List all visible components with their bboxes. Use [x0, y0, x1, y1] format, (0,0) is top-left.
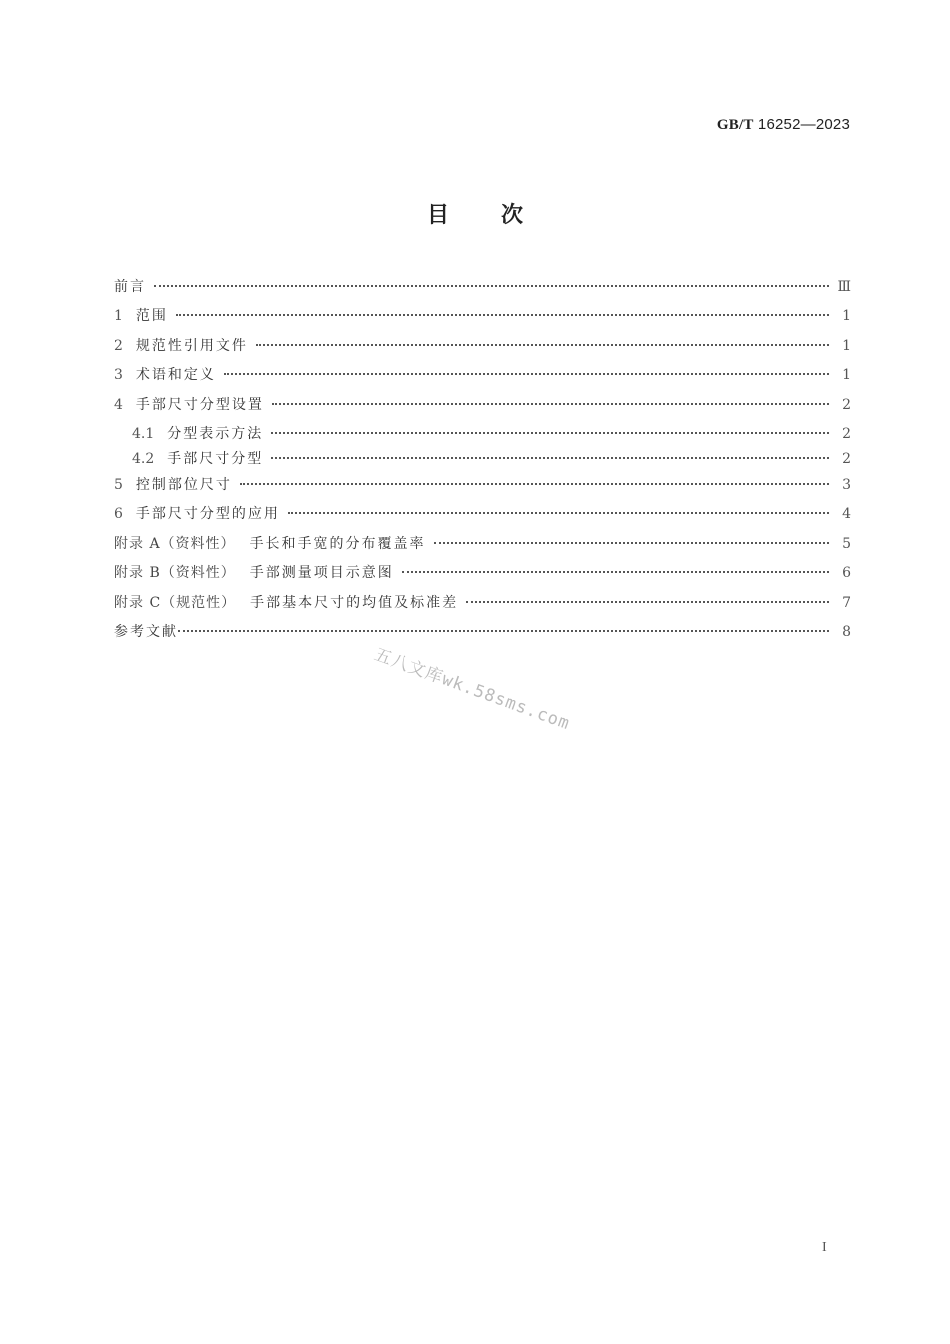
toc-page: 7	[842, 594, 851, 611]
dot-leader	[434, 542, 829, 544]
toc-page: 2	[842, 451, 851, 468]
toc-label: 手部尺寸分型设置	[135, 396, 264, 413]
toc-page: Ⅲ	[837, 279, 851, 295]
toc-page: 5	[842, 535, 851, 552]
dot-leader	[154, 285, 829, 287]
page-number: I	[822, 1240, 827, 1255]
toc-number: 5	[114, 476, 123, 493]
page-title: 目次	[426, 203, 575, 228]
toc-entry-4[interactable]	[114, 394, 851, 423]
dot-leader	[178, 630, 829, 632]
toc-appendix-tag: 附录 B（资料性）	[114, 565, 236, 582]
toc-entry-2[interactable]	[114, 335, 851, 364]
toc-page: 6	[842, 565, 851, 582]
toc-number: 1	[114, 308, 123, 325]
toc-label: 手部尺寸分型的应用	[135, 506, 280, 523]
toc-entry-5[interactable]	[114, 474, 851, 503]
standard-prefix: GB/T	[716, 117, 754, 133]
toc-label: 参考文献	[114, 623, 178, 640]
watermark: 五八文库wk.58sms.com	[371, 644, 573, 735]
toc-page: 2	[842, 396, 851, 413]
toc-number: 2	[114, 337, 123, 354]
toc-entry-appendix-c[interactable]	[114, 592, 851, 621]
toc-page: 4	[842, 506, 851, 523]
dot-leader	[271, 432, 829, 434]
toc-entry-4-2[interactable]	[114, 448, 851, 474]
table-of-contents	[114, 276, 851, 650]
toc-number: 4.1	[132, 425, 155, 442]
toc-entry-appendix-a[interactable]	[114, 533, 851, 562]
toc-label: 手部测量项目示意图	[249, 565, 394, 582]
toc-label: 手部基本尺寸的均值及标准差	[250, 594, 459, 611]
dot-leader	[256, 344, 829, 346]
toc-label: 规范性引用文件	[135, 337, 248, 354]
toc-entry-foreword[interactable]	[114, 276, 851, 305]
toc-page: 8	[842, 623, 851, 640]
dot-leader	[176, 314, 829, 316]
toc-appendix-tag: 附录 A（资料性）	[114, 535, 236, 552]
dot-leader	[466, 601, 829, 603]
dot-leader	[224, 373, 829, 375]
toc-label: 分型表示方法	[167, 425, 264, 442]
toc-number: 4.2	[132, 451, 155, 468]
toc-entry-references[interactable]	[114, 621, 851, 650]
toc-label: 手部尺寸分型	[167, 451, 264, 468]
toc-page: 1	[842, 308, 851, 325]
dot-leader	[272, 403, 829, 405]
toc-number: 4	[114, 396, 123, 413]
toc-label: 范围	[135, 308, 168, 325]
toc-label: 控制部位尺寸	[135, 476, 232, 493]
dot-leader	[288, 512, 829, 514]
toc-number: 3	[114, 367, 123, 384]
dot-leader	[271, 457, 829, 459]
toc-entry-3[interactable]	[114, 364, 851, 393]
toc-number: 6	[114, 506, 123, 523]
toc-page: 2	[842, 425, 851, 442]
dot-leader	[240, 483, 829, 485]
toc-entry-6[interactable]	[114, 503, 851, 532]
toc-entry-1[interactable]	[114, 305, 851, 334]
dot-leader	[402, 571, 829, 573]
standard-number: 16252—2023	[757, 116, 850, 133]
toc-page: 3	[842, 476, 851, 493]
toc-entry-appendix-b[interactable]	[114, 562, 851, 591]
toc-label: 前言	[114, 279, 146, 295]
standard-code	[717, 116, 850, 134]
toc-appendix-tag: 附录 C（规范性）	[114, 594, 237, 611]
toc-label: 术语和定义	[135, 367, 216, 384]
toc-page: 1	[842, 337, 851, 354]
toc-entry-4-1[interactable]	[114, 423, 851, 449]
toc-page: 1	[842, 367, 851, 384]
toc-label: 手长和手宽的分布覆盖率	[249, 535, 426, 552]
